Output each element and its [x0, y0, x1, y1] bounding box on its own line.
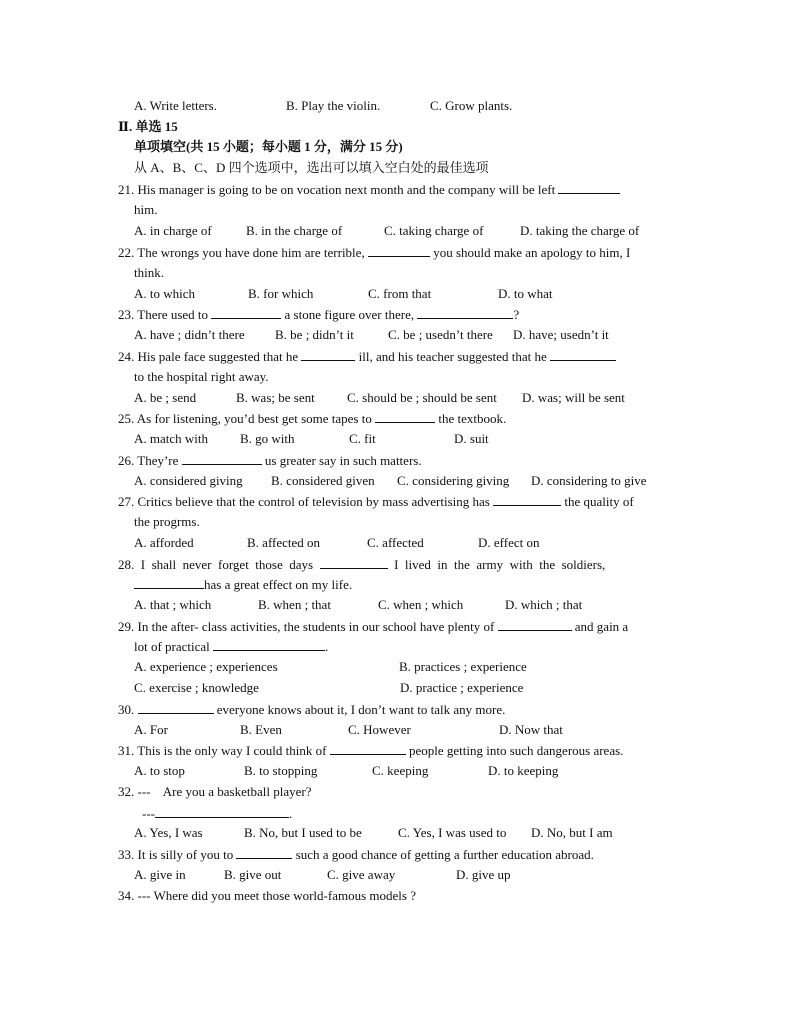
answer-blank	[375, 410, 435, 423]
option-d: D. which ; that	[505, 597, 583, 612]
option-b: B. in the charge of	[246, 223, 343, 238]
option-b: B. give out	[224, 867, 282, 882]
answer-blank	[558, 181, 620, 194]
answer-blank	[182, 452, 262, 465]
answer-blank	[213, 638, 325, 651]
option-b: B. be ; didn’t it	[275, 327, 354, 342]
answer-blank	[236, 846, 292, 859]
option-b: B. for which	[248, 286, 314, 301]
section-instruction: 从 A、B、C、D 四个选项中，选出可以填入空白处的最佳选项	[134, 160, 489, 175]
option-d: D. effect on	[478, 535, 540, 550]
option-b: B. considered given	[271, 473, 375, 488]
option-c: C. fit	[349, 431, 376, 446]
question-text: lot of practical	[134, 639, 210, 654]
dialogue-dash: ---	[142, 806, 155, 821]
question-text: ill, and his teacher suggested that he	[358, 349, 547, 364]
option-c: C. keeping	[372, 763, 429, 778]
question-text-cont	[134, 576, 352, 593]
option-c: C. when ; which	[378, 597, 464, 612]
question-23	[118, 306, 519, 323]
option-a: A. considered giving	[134, 473, 243, 488]
question-text-cont	[134, 638, 328, 655]
option-b: B. Even	[240, 722, 282, 737]
option-a: A. Write letters.	[134, 98, 217, 113]
option-d: D. have; usedn’t it	[513, 327, 609, 342]
option-c: C. from that	[368, 286, 432, 301]
question-27	[118, 493, 634, 510]
question-text: 29. In the after- class activities, the students in our school have plenty of	[118, 619, 495, 634]
option-a: A. in charge of	[134, 223, 212, 238]
question-text-cont: think.	[134, 265, 164, 280]
option-a: A. For	[134, 722, 168, 737]
question-22	[118, 244, 630, 261]
question-text: 33. It is silly of you to	[118, 847, 234, 862]
answer-blank	[138, 701, 214, 714]
question-33	[118, 846, 594, 863]
option-a: A. that ; which	[134, 597, 212, 612]
option-a: A. Yes, I was	[134, 825, 203, 840]
option-b: B. affected on	[247, 535, 321, 550]
question-text: 25. As for listening, you’d best get some tapes to	[118, 411, 372, 426]
option-d: D. suit	[454, 431, 489, 446]
question-32: 32. --- Are you a basketball player?	[118, 784, 312, 799]
answer-blank	[493, 493, 561, 506]
option-a: A. to which	[134, 286, 196, 301]
option-d: D. No, but I am	[531, 825, 613, 840]
question-28	[118, 556, 605, 573]
option-a: A. give in	[134, 867, 186, 882]
question-text: you should make an apology to him, I	[433, 245, 631, 260]
question-24	[118, 348, 616, 365]
option-d: D. Now that	[499, 722, 563, 737]
option-d: D. was; will be sent	[522, 390, 625, 405]
option-a: A. experience ; experiences	[134, 659, 278, 674]
option-d: D. taking the charge of	[520, 223, 640, 238]
option-d: D. to keeping	[488, 763, 559, 778]
question-31	[118, 742, 623, 759]
option-c: C. Grow plants.	[430, 98, 513, 113]
option-c: C. taking charge of	[384, 223, 484, 238]
option-a: A. be ; send	[134, 390, 197, 405]
answer-blank	[211, 306, 281, 319]
option-a: A. have ; didn’t there	[134, 327, 245, 342]
answer-blank	[330, 742, 406, 755]
option-b: B. go with	[240, 431, 295, 446]
option-a: A. to stop	[134, 763, 185, 778]
question-text: a stone figure over there,	[284, 307, 415, 322]
option-d: D. considering to give	[531, 473, 647, 488]
question-text: 22. The wrongs you have done him are terrible,	[118, 245, 365, 260]
question-21	[118, 181, 620, 198]
option-c: C. give away	[327, 867, 396, 882]
option-a: A. afforded	[134, 535, 194, 550]
question-text: 30.	[118, 702, 135, 717]
question-text: such a good chance of getting a further education abroad.	[295, 847, 594, 862]
question-text: the quality of	[564, 494, 634, 509]
question-text: I lived in the army with the soldiers,	[394, 557, 606, 572]
option-c: C. However	[348, 722, 411, 737]
answer-blank	[134, 576, 204, 589]
question-text: 24. His pale face suggested that he	[118, 349, 299, 364]
answer-blank	[368, 244, 430, 257]
question-mark: ?	[513, 307, 520, 322]
option-d: D. to what	[498, 286, 553, 301]
answer-blank	[498, 618, 572, 631]
option-c: C. considering giving	[397, 473, 510, 488]
option-c: C. should be ; should be sent	[347, 390, 497, 405]
option-c: C. affected	[367, 535, 424, 550]
question-period: .	[325, 639, 329, 654]
question-text-cont	[142, 805, 292, 822]
answer-blank	[155, 805, 289, 818]
question-25	[118, 410, 506, 427]
option-b: B. practices ; experience	[399, 659, 527, 674]
option-b: B. to stopping	[244, 763, 318, 778]
question-text: 26. They’re	[118, 453, 179, 468]
question-26	[118, 452, 422, 469]
answer-blank	[417, 306, 513, 319]
question-text: and gain a	[574, 619, 629, 634]
question-text-cont: him.	[134, 202, 158, 217]
section-subtitle: 单项填空(共 15 小题；每小题 1 分，满分 15 分)	[134, 139, 403, 154]
question-text: 23. There used to	[118, 307, 209, 322]
question-text: 27. Critics believe that the control of television by mass advertising has	[118, 494, 490, 509]
question-text: the textbook.	[438, 411, 507, 426]
answer-blank	[320, 556, 388, 569]
option-d: D. practice ; experience	[400, 680, 524, 695]
question-text: people getting into such dangerous areas.	[408, 743, 624, 758]
option-b: B. when ; that	[258, 597, 331, 612]
answer-blank	[301, 348, 355, 361]
question-text: 31. This is the only way I could think of	[118, 743, 327, 758]
option-b: B. Play the violin.	[286, 98, 381, 113]
question-text-cont: to the hospital right away.	[134, 369, 269, 384]
option-b: B. was; be sent	[236, 390, 315, 405]
question-30	[118, 701, 505, 718]
question-text: 28. I shall never forget those days	[118, 557, 314, 572]
section-title: Ⅱ. 单选 15	[118, 119, 178, 134]
question-29	[118, 618, 628, 635]
option-c: C. exercise ; knowledge	[134, 680, 259, 695]
question-34: 34. --- Where did you meet those world-famous models ?	[118, 888, 416, 903]
option-c: C. Yes, I was used to	[398, 825, 507, 840]
option-a: A. match with	[134, 431, 209, 446]
question-text: 21. His manager is going to be on vocation next month and the company will be left	[118, 182, 556, 197]
question-text: everyone knows about it, I don’t want to talk any more.	[216, 702, 506, 717]
question-text-cont: the progrms.	[134, 514, 200, 529]
question-period: .	[289, 806, 293, 821]
question-text: us greater say in such matters.	[264, 453, 422, 468]
option-c: C. be ; usedn’t there	[388, 327, 493, 342]
answer-blank	[550, 348, 616, 361]
option-d: D. give up	[456, 867, 511, 882]
question-text: has a great effect on my life.	[204, 577, 353, 592]
option-b: B. No, but I used to be	[244, 825, 362, 840]
